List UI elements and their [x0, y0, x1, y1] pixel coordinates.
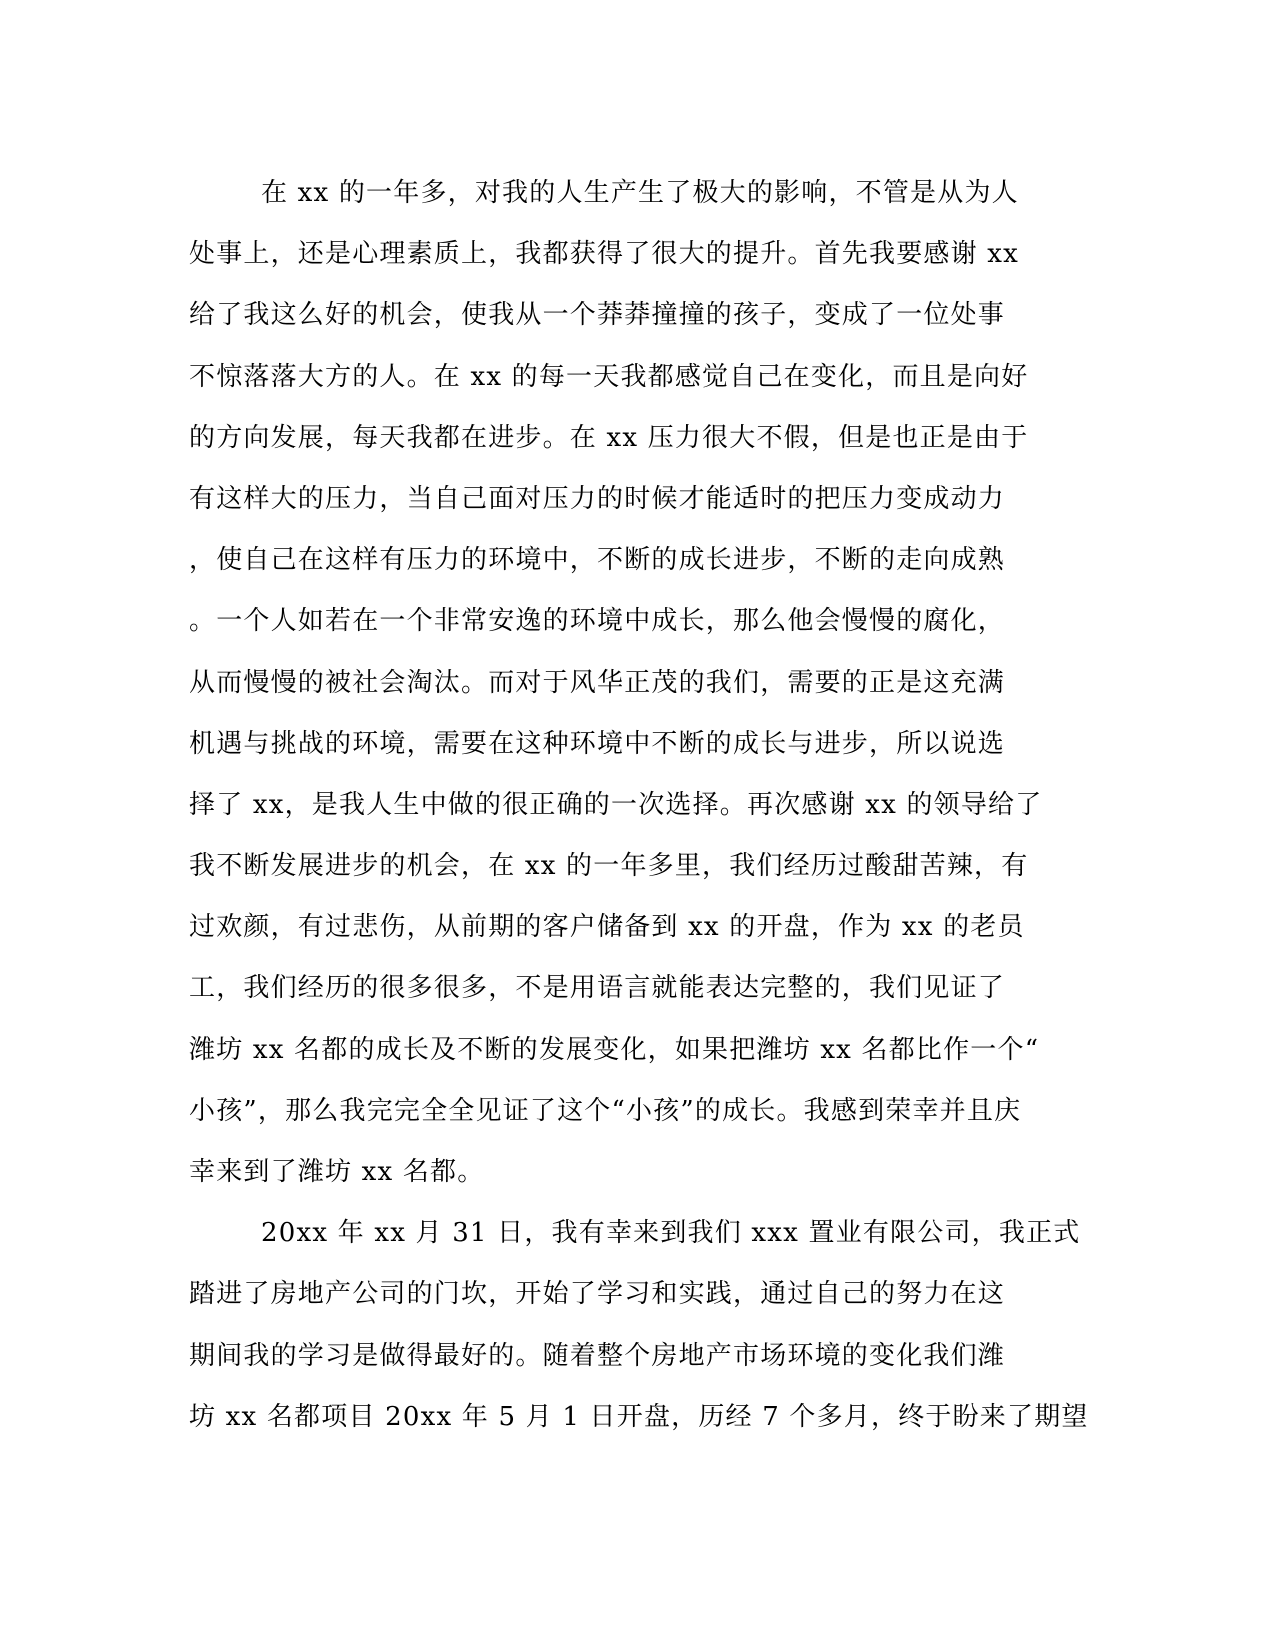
text-line: 给了我这么好的机会，使我从一个莽莽撞撞的孩子，变成了一位处事 — [189, 300, 1006, 331]
text-line: 工，我们经历的很多很多，不是用语言就能表达完整的，我们见证了 — [189, 973, 1006, 1004]
text-line: 处事上，还是心理素质上，我都获得了很大的提升。首先我要感谢 xx — [189, 239, 1019, 270]
paragraph-1 — [189, 163, 1089, 1203]
text-line: 不惊落落大方的人。在 xx 的每一天我都感觉自己在变化，而且是向好 — [189, 361, 1029, 392]
text-line: 幸来到了潍坊 xx 名都。 — [189, 1157, 485, 1187]
text-line: 过欢颜，有过悲伤，从前期的客户储备到 xx 的开盘，作为 xx 的老员 — [189, 912, 1025, 943]
text-line: 小孩”，那么我完完全全见证了这个“小孩”的成长。我感到荣幸并且庆 — [189, 1095, 1022, 1126]
text-line: ，使自己在这样有压力的环境中，不断的成长进步，不断的走向成熟 — [189, 545, 1006, 576]
text-line: 从而慢慢的被社会淘汰。而对于风华正茂的我们，需要的正是这充满 — [189, 667, 1006, 698]
text-line: 踏进了房地产公司的门坎，开始了学习和实践，通过自己的努力在这 — [189, 1279, 1006, 1310]
document-body — [189, 163, 1089, 1448]
text-line: 我不断发展进步的机会，在 xx 的一年多里，我们经历过酸甜苦辣，有 — [189, 851, 1029, 882]
text-line: 潍坊 xx 名都的成长及不断的发展变化，如果把潍坊 xx 名都比作一个“ — [189, 1034, 1040, 1065]
text-line: 择了 xx，是我人生中做的很正确的一次选择。再次感谢 xx 的领导给了 — [189, 789, 1043, 820]
text-line: 期间我的学习是做得最好的。随着整个房地产市场环境的变化我们潍 — [189, 1340, 1006, 1371]
text-line: 20xx 年 xx 月 31 日，我有幸来到我们 xxx 置业有限公司，我正式 — [261, 1218, 1081, 1249]
text-line: 。一个人如若在一个非常安逸的环境中成长，那么他会慢慢的腐化， — [189, 606, 1006, 637]
text-line: 机遇与挑战的环境，需要在这种环境中不断的成长与进步，所以说选 — [189, 728, 1006, 759]
text-line: 在 xx 的一年多，对我的人生产生了极大的影响，不管是从为人 — [261, 178, 1019, 208]
text-line: 有这样大的压力，当自己面对压力的时候才能适时的把压力变成动力 — [189, 483, 1006, 514]
text-line: 坊 xx 名都项目 20xx 年 5 月 1 日开盘，历经 7 个多月，终于盼来了期望 — [189, 1401, 1089, 1432]
text-line: 的方向发展，每天我都在进步。在 xx 压力很大不假，但是也正是由于 — [189, 422, 1029, 453]
paragraph-2 — [189, 1203, 1089, 1448]
